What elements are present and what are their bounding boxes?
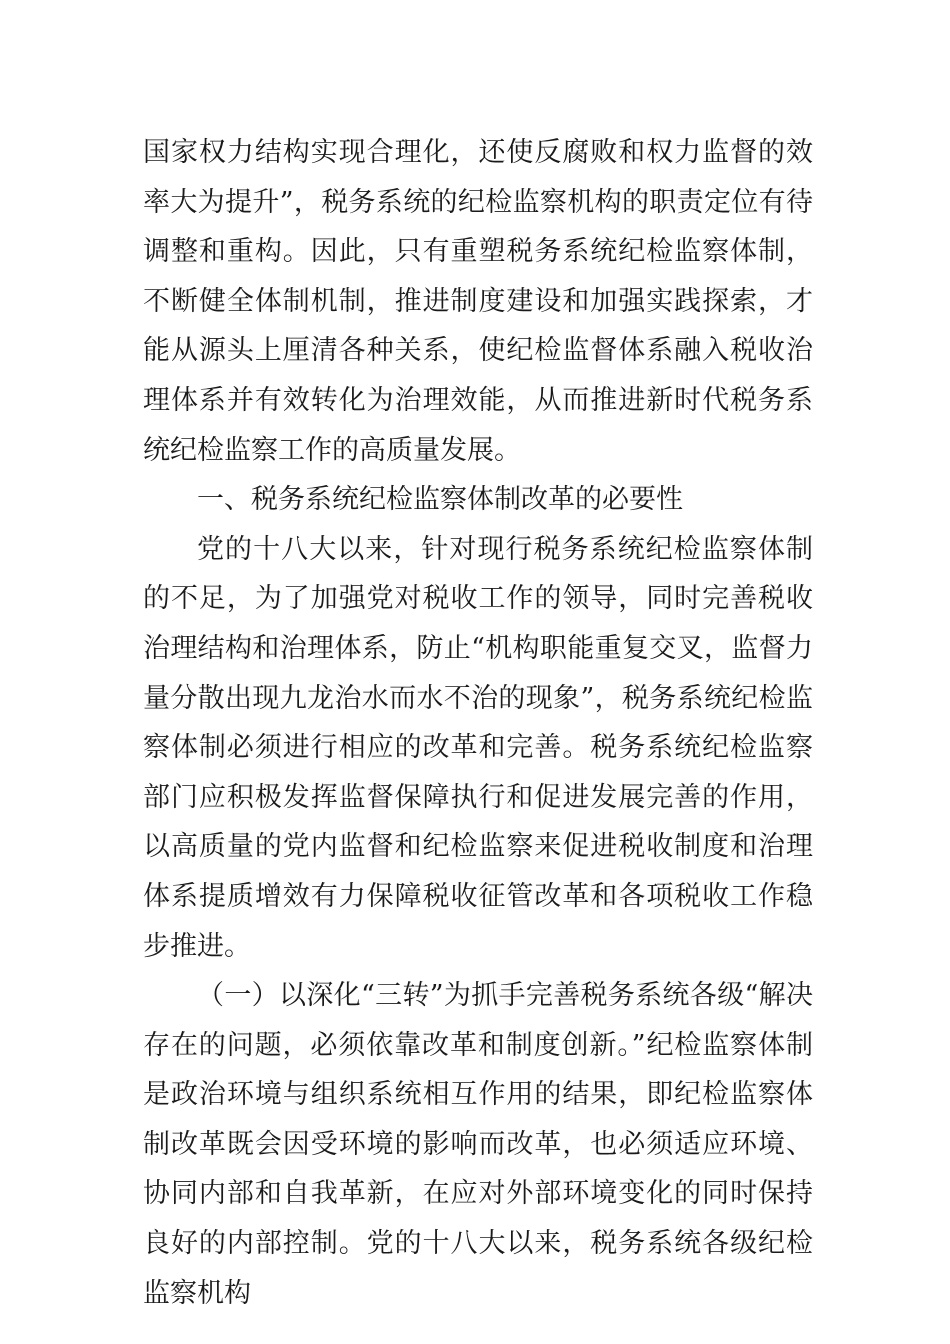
paragraph-necessity: 党的十八大以来，针对现行税务系统纪检监察体制的不足，为了加强党对税收工作的领导，同时完善税收治理结构和治理体系，防止“机构职能重复交叉，监督力量分散出现九龙治水而水不治的现象”，税务系统纪检监察体制必须进行相应的改革和完善。税务系统纪检监察部门应积极发挥监督保障执行和促进发展完善的作用，以高质量的党内监督和纪检监察来促进税收制度和治理体系提质增效有力保障税收征管改革和各项税收工作稳步推进。 — [143, 533, 813, 962]
subsection-paragraph: （一）以深化“三转”为抓手完善税务系统各级“解决存在的问题，必须依靠改革和制度创新。”纪检监察体制是政治环境与组织系统相互作用的结果，即纪检监察体制改革既会因受环境的影响而改革，也必须适应环境、协同内部和自我革新，在应对外部环境变化的同时保持良好的内部控制。党的十八大以来，税务系统各级纪检监察机构 — [143, 980, 813, 1309]
document-body — [143, 128, 813, 1318]
paragraph-continuation: 国家权力结构实现合理化，还使反腐败和权力监督的效率大为提升”，税务系统的纪检监察机构的职责定位有待调整和重构。因此，只有重塑税务系统纪检监察体制，不断健全体制机制，推进制度建设和加强实践探索，才能从源头上厘清各种关系，使纪检监督体系融入税收治理体系并有效转化为治理效能，从而推进新时代税务系统纪检监察工作的高质量发展。 — [143, 137, 813, 466]
section-heading: 一、税务系统纪检监察体制改革的必要性 — [197, 484, 683, 516]
